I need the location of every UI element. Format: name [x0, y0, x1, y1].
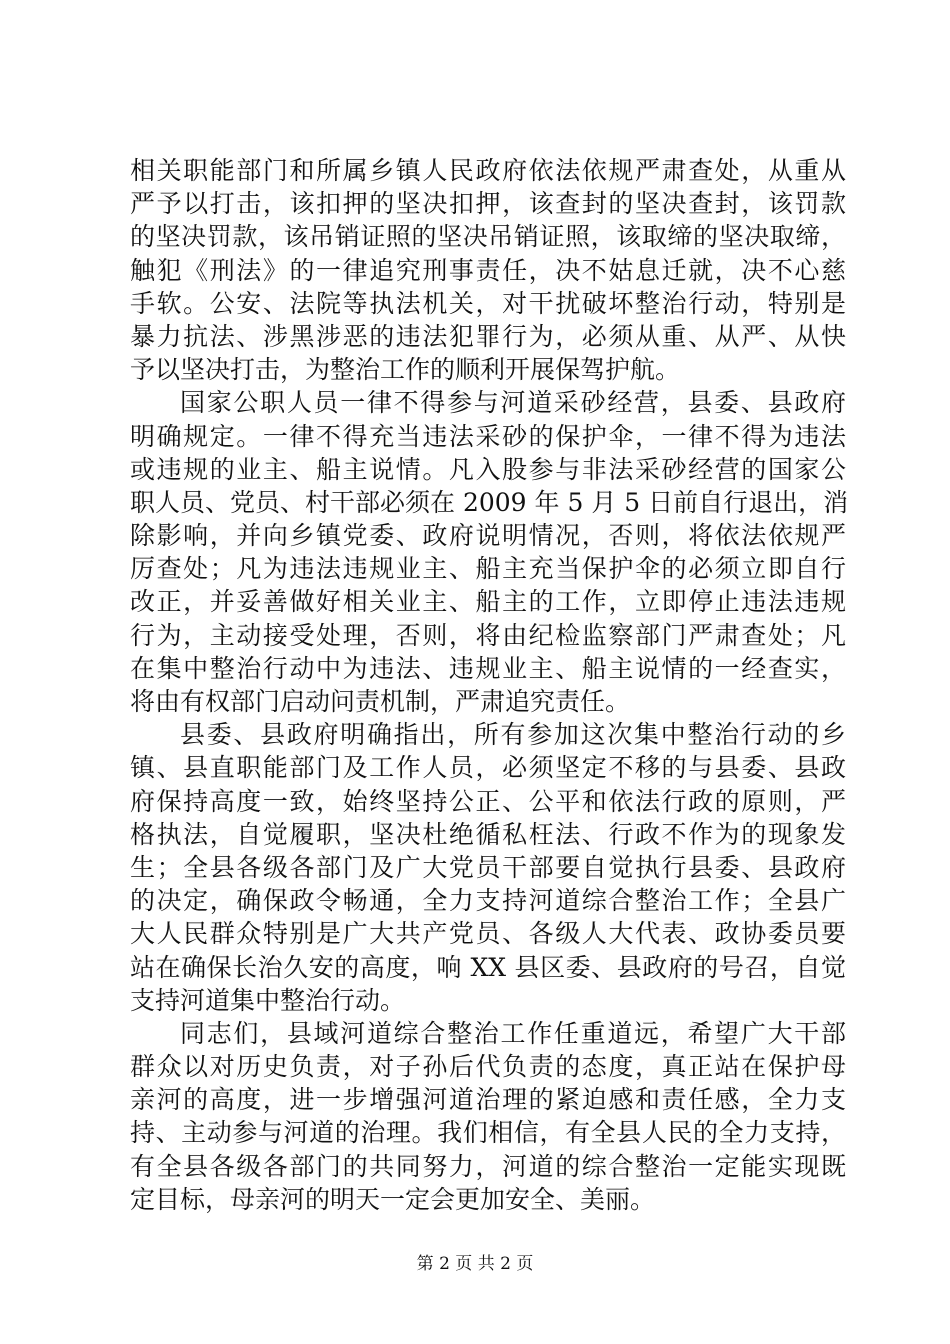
text-line: 县委、县政府明确指出，所有参加这次集中整治行动的乡: [180, 720, 846, 750]
paragraph: [130, 386, 849, 718]
text-line: 国家公职人员一律不得参与河道采砂经营，县委、县政府: [180, 388, 846, 418]
text-line: 改正，并妥善做好相关业主、船主的工作，立即停止违法违规: [130, 587, 846, 617]
text-line: 的决定，确保政令畅通，全力支持河道综合整治工作；全县广: [130, 886, 846, 916]
text-line: 大人民群众特别是广大共产党员、各级人大代表、政协委员要: [130, 919, 846, 949]
paragraph: [130, 718, 846, 1017]
text-line: 持、主动参与河道的治理。我们相信，有全县人民的全力支持，: [130, 1118, 846, 1148]
text-line: 的坚决罚款，该吊销证照的坚决吊销证照，该取缔的坚决取缔，: [130, 222, 846, 252]
text-line: 手软。公安、法院等执法机关，对干扰破坏整治行动，特别是: [130, 288, 846, 318]
text-line: 有全县各级各部门的共同努力，河道的综合整治一定能实现既: [130, 1151, 846, 1181]
text-line: 支持河道集中整治行动。: [130, 985, 406, 1015]
text-line: 亲河的高度，进一步增强河道治理的紧迫感和责任感，全力支: [130, 1085, 846, 1115]
text-line: 明确规定。一律不得充当违法采砂的保护伞，一律不得为违法: [130, 421, 846, 451]
text-line: 将由有权部门启动问责机制，严肃追究责任。: [130, 687, 631, 716]
text-line: 除影响，并向乡镇党委、政府说明情况，否则，将依法依规严: [130, 521, 846, 551]
document-body: [130, 154, 849, 1216]
page-footer: 第 2 页 共 2 页: [416, 1254, 534, 1274]
paragraph: [130, 1017, 846, 1216]
text-line: 府保持高度一致，始终坚持公正、公平和依法行政的原则，严: [130, 786, 846, 816]
text-line: 格执法，自觉履职，坚决杜绝循私枉法、行政不作为的现象发: [130, 819, 846, 849]
paragraph: [130, 154, 846, 386]
text-line: 群众以对历史负责，对子孙后代负责的态度，真正站在保护母: [130, 1052, 846, 1082]
text-line: 触犯《刑法》的一律追究刑事责任，决不姑息迁就，决不心慈: [130, 255, 846, 285]
text-line: 在集中整治行动中为违法、违规业主、船主说情的一经查实，: [130, 653, 846, 683]
text-line: 定目标，母亲河的明天一定会更加安全、美丽。: [130, 1184, 656, 1214]
text-line: 或违规的业主、船主说情。凡入股参与非法采砂经营的国家公: [130, 454, 846, 484]
text-line: 相关职能部门和所属乡镇人民政府依法依规严肃查处，从重从: [130, 156, 846, 185]
text-line: 厉查处；凡为违法违规业主、船主充当保护伞的必须立即自行: [130, 554, 846, 584]
text-line: 同志们，县域河道综合整治工作任重道远，希望广大干部: [180, 1018, 846, 1048]
text-line: 予以坚决打击，为整治工作的顺利开展保驾护航。: [130, 355, 681, 385]
text-line: 镇、县直职能部门及工作人员，必须坚定不移的与县委、县政: [130, 753, 846, 783]
text-line: 行为，主动接受处理，否则，将由纪检监察部门严肃查处；凡: [130, 620, 846, 650]
text-line: 暴力抗法、涉黑涉恶的违法犯罪行为，必须从重、从严、从快: [130, 321, 846, 351]
text-line: 职人员、党员、村干部必须在 2009 年 5 月 5 日前自行退出，消: [130, 487, 849, 517]
text-line: 严予以打击，该扣押的坚决扣押，该查封的坚决查封，该罚款: [130, 189, 846, 219]
text-line: 生；全县各级各部门及广大党员干部要自觉执行县委、县政府: [130, 852, 846, 882]
text-line: 站在确保长治久安的高度，响 XX 县区委、县政府的号召，自觉: [130, 952, 846, 982]
